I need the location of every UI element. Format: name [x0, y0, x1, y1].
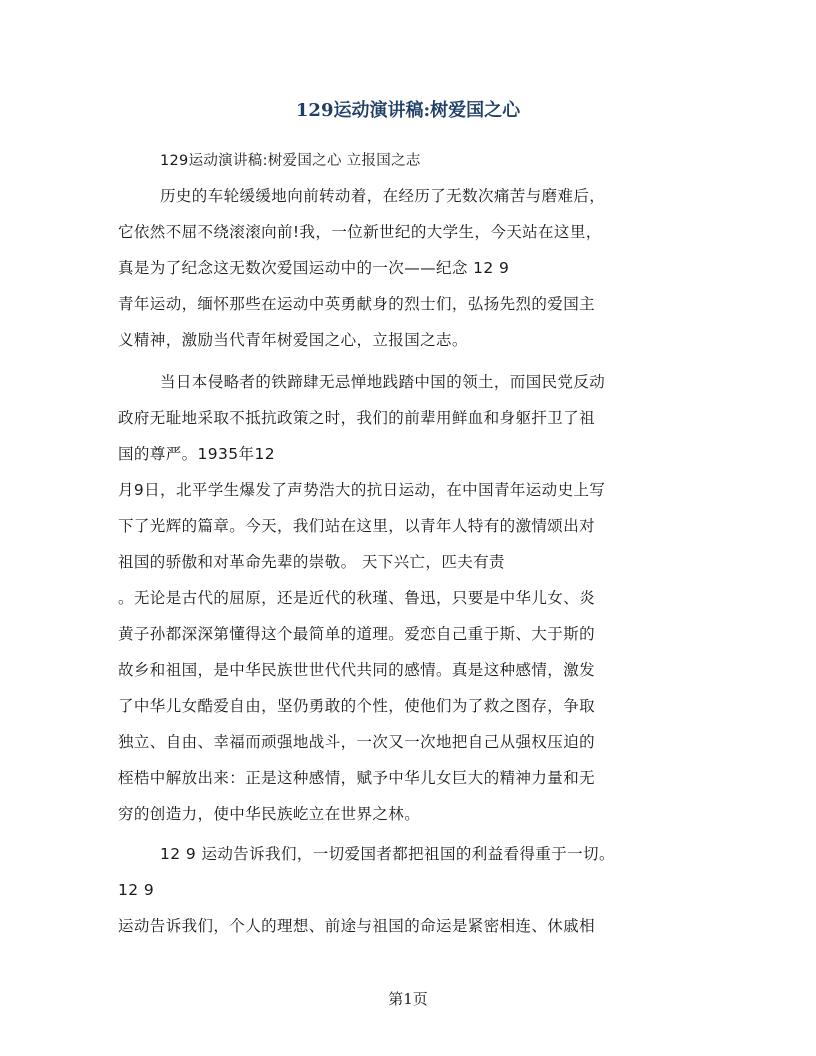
paragraph-line: 历史的车轮缓缓地向前转动着，在经历了无数次痛苦与磨难后， — [160, 187, 606, 205]
paragraph-line: 独立、自由、幸福而顽强地战斗，一次又一次地把自己从强权压迫的 — [118, 733, 596, 751]
paragraph-line: 穷的创造力，使中华民族屹立在世界之林。 — [118, 805, 421, 823]
paragraph-line: 义精神，激励当代青年树爱国之心，立报国之志。 — [118, 331, 468, 349]
paragraph-line: 下了光辉的篇章。今天，我们站在这里，以青年人特有的激情颂出对 — [118, 517, 596, 535]
paragraph-line: 桎梏中解放出来：正是这种感情，赋予中华儿女巨大的精神力量和无 — [118, 769, 596, 787]
paragraph-line: 政府无耻地采取不抵抗政策之时，我们的前辈用鲜血和身躯扞卫了祖 — [118, 409, 596, 427]
paragraph-line: 青年运动，缅怀那些在运动中英勇献身的烈士们，弘扬先烈的爱国主 — [118, 295, 596, 313]
paragraph-line: 月9日，北平学生爆发了声势浩大的抗日运动，在中国青年运动史上写 — [118, 481, 606, 499]
paragraph-line: 故乡和祖国，是中华民族世世代代共同的感情。真是这种感情，激发 — [118, 661, 596, 679]
paragraph-line: 它依然不屈不绕滚滚向前!我，一位新世纪的大学生，今天站在这里， — [118, 223, 602, 241]
paragraph-line: 12 9 — [118, 881, 155, 899]
paragraph-line: 真是为了纪念这无数次爱国运动中的一次——纪念 12 9 — [118, 259, 510, 277]
paragraph-line: 运动告诉我们，个人的理想、前途与祖国的命运是紧密相连、休戚相 — [118, 917, 596, 935]
page-number: 第1页 — [388, 990, 428, 1008]
paragraph-line: 。无论是古代的屈原，还是近代的秋瑾、鲁迅，只要是中华儿女、炎 — [118, 589, 596, 607]
subtitle-line: 129运动演讲稿:树爱国之心 立报国之志 — [160, 153, 421, 169]
paragraph-line: 12 9 运动告诉我们，一切爱国者都把祖国的利益看得重于一切。 — [160, 845, 615, 863]
paragraph-line: 国的尊严。1935年12 — [118, 445, 275, 463]
document-title: 129运动演讲稿:树爱国之心 — [295, 100, 521, 121]
paragraph-line: 当日本侵略者的铁蹄肆无忌惮地践踏中国的领土，而国民党反动 — [160, 373, 606, 391]
paragraph-line: 了中华儿女酷爱自由，坚仍勇敢的个性，使他们为了救之图存，争取 — [118, 697, 596, 715]
paragraph-line: 祖国的骄傲和对革命先辈的崇敬。 天下兴亡，匹夫有责 — [118, 553, 505, 571]
paragraph-line: 黄子孙都深深第懂得这个最简单的道理。爱恋自己重于斯、大于斯的 — [118, 625, 596, 643]
